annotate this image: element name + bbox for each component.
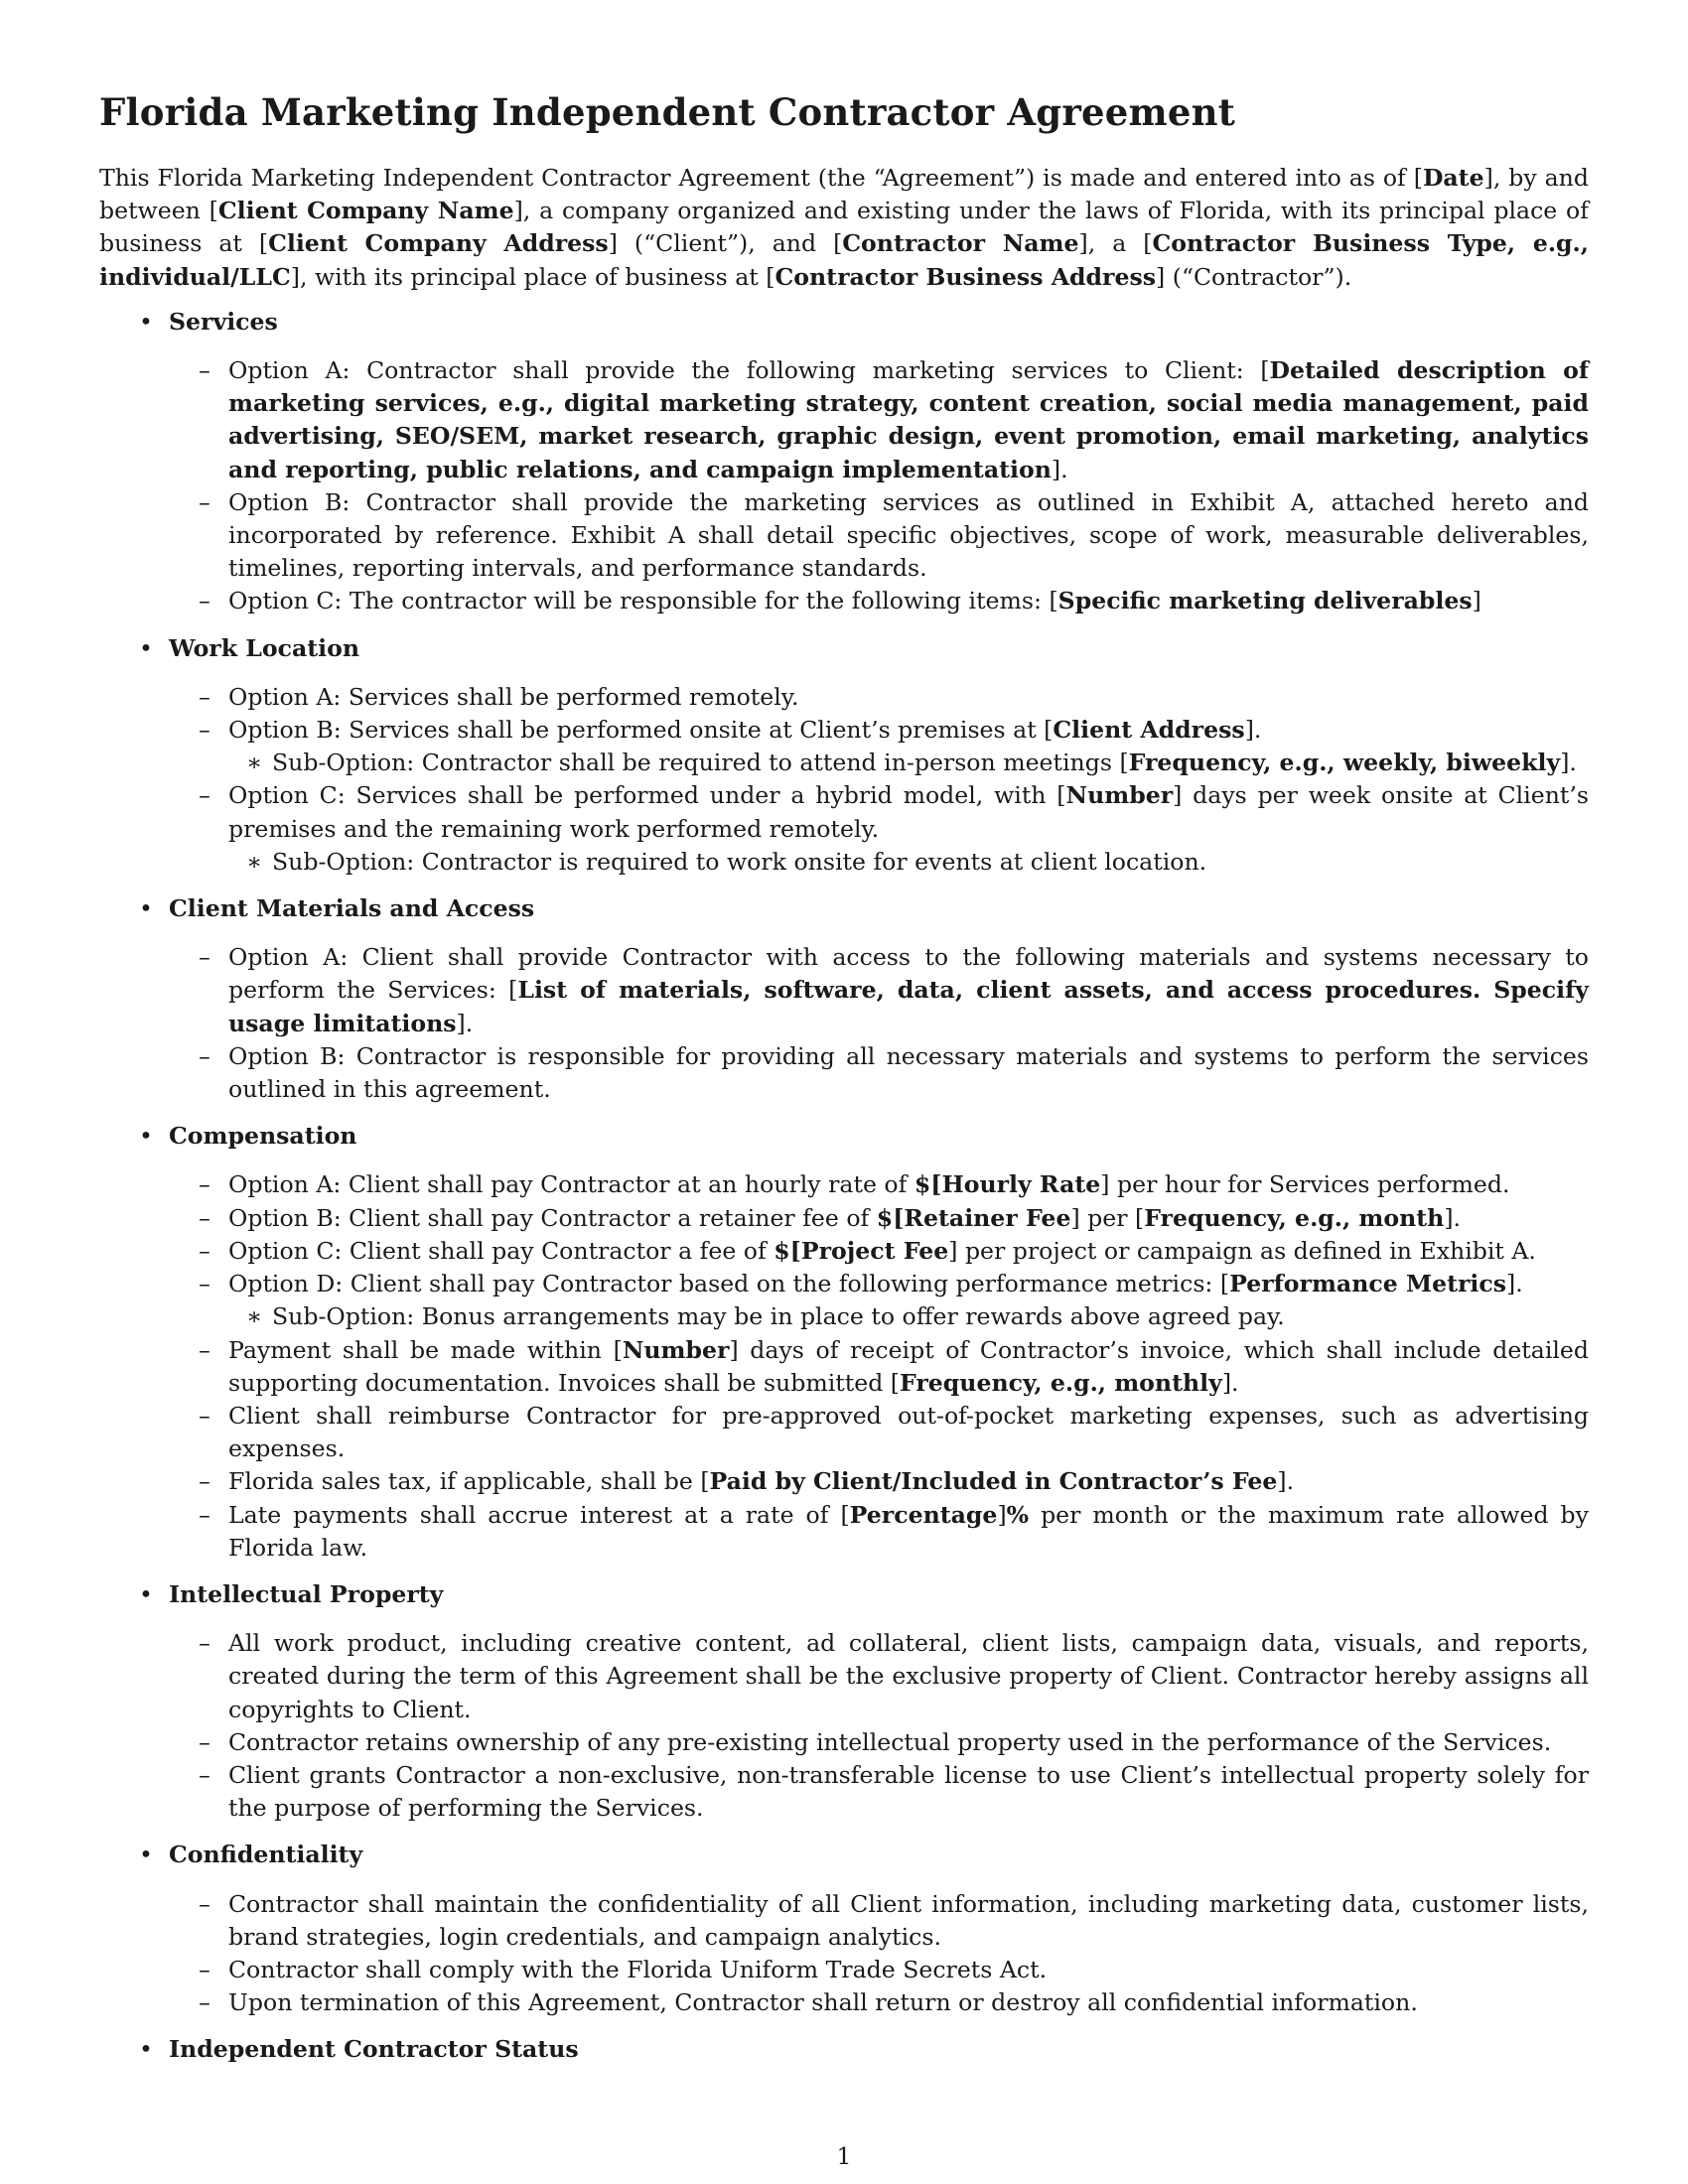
- dash-marker: –: [199, 1760, 211, 1789]
- bullet-marker: •: [139, 2035, 153, 2064]
- sub-option-list: [228, 747, 1589, 779]
- text-run: Sub-Option: Bonus arrangements may be in place to offer rewards above agreed pay.: [272, 1302, 1285, 1331]
- text-run: Option A: Client shall pay Contractor at an hourly rate of: [228, 1170, 914, 1199]
- dash-marker: –: [199, 781, 211, 810]
- placeholder-field: Frequency, e.g., weekly, biweekly: [1128, 749, 1561, 777]
- text-run: Contractor retains ownership of any pre-existing intellectual property used in the performance of the Services.: [228, 1727, 1552, 1756]
- text-run: Option D: Client shall pay Contractor based on the following performance metrics: [: [228, 1270, 1230, 1298]
- text-run: Upon termination of this Agreement, Contractor shall return or destroy all confidential information.: [228, 1988, 1418, 2017]
- dash-marker: –: [199, 587, 211, 615]
- dash-marker: –: [199, 487, 211, 516]
- placeholder-field: Number: [1065, 781, 1174, 810]
- bullet-marker: •: [139, 1122, 153, 1151]
- document-title: Florida Marketing Independent Contractor Agreement: [99, 90, 1235, 134]
- section-list: [99, 306, 1589, 2067]
- option-list: [169, 1168, 1589, 1564]
- placeholder-field: Contractor Business Address: [774, 262, 1157, 291]
- dash-marker: –: [199, 1467, 211, 1496]
- text-run: Contractor shall maintain the confidentiality of all Client information, including marketing data, customer lists, brand strategies, login credentials, and campaign analytics.: [228, 1889, 1589, 1951]
- text-run: Option B: Contractor is responsible for providing all necessary materials and systems to perform the services outlined in this agreement.: [228, 1041, 1589, 1104]
- text-run: ].: [1560, 749, 1577, 777]
- placeholder-field: Hourly Rate: [941, 1170, 1101, 1199]
- text-run: Option C: Services shall be performed under a hybrid model, with [: [228, 781, 1066, 810]
- dash-marker: –: [199, 1629, 211, 1658]
- text-run: ].: [1221, 1368, 1239, 1397]
- text-run: Sub-Option: Contractor shall be required to attend in-person meetings [: [272, 749, 1129, 777]
- placeholder-field: Contractor Name: [842, 229, 1079, 258]
- placeholder-field: Percentage: [849, 1500, 998, 1529]
- star-marker: ∗: [246, 847, 263, 876]
- placeholder-field: $[: [774, 1236, 801, 1265]
- option-item: [169, 1040, 1589, 1106]
- text-run: ].: [1277, 1467, 1295, 1496]
- text-run: Option C: The contractor will be responsible for the following items: [: [228, 587, 1058, 615]
- option-item: [169, 1400, 1589, 1465]
- option-item: [169, 1235, 1589, 1268]
- placeholder-field: $[: [876, 1203, 905, 1232]
- text-run: Payment shall be made within [: [228, 1335, 623, 1364]
- option-item: [169, 1499, 1589, 1565]
- option-item: [169, 1202, 1589, 1235]
- text-run: ]: [1472, 587, 1481, 615]
- text-run: ], a [: [1078, 229, 1153, 258]
- dash-marker: –: [199, 1236, 211, 1265]
- option-item: [169, 1334, 1589, 1400]
- option-item: [169, 1986, 1589, 2019]
- section-work-location: [99, 632, 1589, 879]
- option-item: [169, 1954, 1589, 1986]
- section-title: Services: [169, 307, 278, 336]
- option-list: [169, 681, 1589, 879]
- text-run: ]: [997, 1500, 1007, 1529]
- option-item: [169, 1888, 1589, 1954]
- text-run: Option B: Client shall pay Contractor a retainer fee of: [228, 1203, 877, 1232]
- placeholder-field: Retainer Fee: [904, 1203, 1071, 1232]
- text-run: ], a company organized and existing under the laws of Florida, with its principal place of business at [: [99, 197, 1589, 258]
- dash-marker: –: [199, 1041, 211, 1070]
- placeholder-field: Contractor Business Type, e.g., individual/LLC: [99, 229, 1589, 291]
- dash-marker: –: [199, 1889, 211, 1918]
- dash-marker: –: [199, 1203, 211, 1232]
- section-confidentiality: [99, 1839, 1589, 2019]
- placeholder-field: %: [1006, 1500, 1030, 1529]
- text-run: ].: [1051, 455, 1068, 483]
- text-run: Option A: Services shall be performed remotely.: [228, 682, 799, 711]
- option-item: [169, 585, 1589, 617]
- text-run: Client shall reimburse Contractor for pre-approved out-of-pocket marketing expenses, such as advertising expenses.: [228, 1401, 1589, 1463]
- bullet-marker: •: [139, 1841, 153, 1869]
- sub-option-item: [220, 1300, 1589, 1333]
- star-marker: ∗: [246, 749, 263, 777]
- option-item: [169, 1168, 1589, 1201]
- text-run: Option B: Contractor shall provide the marketing services as outlined in Exhibit A, attached hereto and incorporated by reference. Exhibit A shall detail specific objectives, scope of work, measurable deliverables, timelines, reporting intervals, and performance standards.: [228, 487, 1589, 583]
- placeholder-field: Date: [1422, 164, 1484, 192]
- placeholder-field: Client Address: [1053, 716, 1245, 745]
- text-run: This Florida Marketing Independent Contractor Agreement (the “Agreement”) is made and entered into as of [: [99, 164, 1423, 192]
- text-run: ] per hour for Services performed.: [1100, 1170, 1510, 1199]
- text-run: All work product, including creative content, ad collateral, client lists, campaign data, visuals, and reports, created during the term of this Agreement shall be the exclusive property of Client. Contractor hereby assigns all copyrights to Client.: [228, 1629, 1589, 1723]
- placeholder-field: Client Company Address: [268, 229, 609, 258]
- text-run: ].: [1506, 1270, 1523, 1298]
- dash-marker: –: [199, 1401, 211, 1430]
- text-run: ].: [456, 1009, 474, 1037]
- bullet-marker: •: [139, 1579, 153, 1608]
- text-run: Option A: Contractor shall provide the following marketing services to Client: [: [228, 356, 1270, 385]
- text-run: Sub-Option: Contractor is required to work onsite for events at client location.: [272, 847, 1207, 876]
- placeholder-field: Client Company Name: [217, 197, 514, 225]
- section-independent-contractor-status: [99, 2033, 1589, 2066]
- option-item: [169, 1726, 1589, 1759]
- text-run: ] days of receipt of Contractor’s invoice, which shall include detailed supporting documentation. Invoices shall be submitted [: [228, 1335, 1589, 1397]
- option-item: [169, 1268, 1589, 1333]
- page-number: 1: [836, 2142, 852, 2170]
- section-title: Independent Contractor Status: [169, 2035, 579, 2064]
- option-list: [169, 354, 1589, 618]
- placeholder-field: $[: [914, 1170, 942, 1199]
- dash-marker: –: [199, 682, 211, 711]
- dash-marker: –: [199, 943, 211, 972]
- text-run: Late payments shall accrue interest at a rate of [: [228, 1500, 850, 1529]
- dash-marker: –: [199, 716, 211, 745]
- sub-option-item: [220, 747, 1589, 779]
- placeholder-field: Paid by Client/Included in Contractor’s Fee: [709, 1467, 1278, 1496]
- option-item: [169, 681, 1589, 714]
- section-title: Intellectual Property: [169, 1579, 444, 1608]
- dash-marker: –: [199, 1955, 211, 1983]
- text-run: Contractor shall comply with the Florida Uniform Trade Secrets Act.: [228, 1955, 1048, 1983]
- text-run: ], by and between [: [99, 164, 1589, 225]
- section-intellectual-property: [99, 1578, 1589, 1825]
- option-item: [169, 941, 1589, 1040]
- text-run: per month or the maximum rate allowed by Florida law.: [228, 1500, 1589, 1562]
- text-run: Option C: Client shall pay Contractor a fee of: [228, 1236, 774, 1265]
- text-run: ].: [1244, 716, 1262, 745]
- dash-marker: –: [199, 1988, 211, 2017]
- text-run: ] (“Client”), and [: [608, 229, 843, 258]
- section-compensation: [99, 1120, 1589, 1565]
- placeholder-field: Project Fee: [800, 1236, 949, 1265]
- text-run: ] per project or campaign as defined in Exhibit A.: [948, 1236, 1536, 1265]
- sub-option-list: [228, 1300, 1589, 1333]
- option-item: [169, 714, 1589, 779]
- section-title: Work Location: [169, 633, 360, 662]
- option-item: [169, 1627, 1589, 1726]
- bullet-marker: •: [139, 894, 153, 923]
- option-list: [169, 1627, 1589, 1825]
- dash-marker: –: [199, 356, 211, 385]
- dash-marker: –: [199, 1335, 211, 1364]
- dash-marker: –: [199, 1270, 211, 1298]
- option-item: [169, 486, 1589, 586]
- placeholder-field: Frequency, e.g., month: [1144, 1203, 1445, 1232]
- dash-marker: –: [199, 1500, 211, 1529]
- option-item: [169, 354, 1589, 486]
- section-services: [99, 306, 1589, 618]
- text-run: Client grants Contractor a non-exclusive, non-transferable license to use Client’s intellectual property solely for the purpose of performing the Services.: [228, 1760, 1589, 1823]
- placeholder-field: Specific marketing deliverables: [1057, 587, 1473, 615]
- sub-option-item: [220, 846, 1589, 879]
- placeholder-field: Number: [622, 1335, 730, 1364]
- section-title: Confidentiality: [169, 1841, 363, 1869]
- star-marker: ∗: [246, 1302, 263, 1331]
- text-run: ] (“Contractor”).: [1156, 262, 1352, 291]
- placeholder-field: List of materials, software, data, client assets, and access procedures. Specify usage limitations: [228, 976, 1589, 1037]
- bullet-marker: •: [139, 307, 153, 336]
- text-run: ].: [1444, 1203, 1462, 1232]
- option-list: [169, 1888, 1589, 2020]
- text-run: Florida sales tax, if applicable, shall be [: [228, 1467, 710, 1496]
- text-run: ] per [: [1070, 1203, 1145, 1232]
- document-page: [99, 89, 1589, 2083]
- text-run: ] days per week onsite at Client’s premises and the remaining work performed remotely.: [228, 781, 1589, 843]
- option-item: [169, 1759, 1589, 1825]
- dash-marker: –: [199, 1170, 211, 1199]
- intro-paragraph: [99, 162, 1589, 294]
- placeholder-field: Performance Metrics: [1229, 1270, 1507, 1298]
- dash-marker: –: [199, 1727, 211, 1756]
- section-title: Client Materials and Access: [169, 894, 535, 923]
- placeholder-field: Detailed description of marketing services, e.g., digital marketing strategy, content creation, social media management, paid advertising, SEO/SEM, market research, graphic design, event promotion, email marketing, analytics and reporting, public relations, and campaign implementation: [228, 356, 1589, 483]
- bullet-marker: •: [139, 633, 153, 662]
- option-item: [169, 1465, 1589, 1498]
- sub-option-list: [228, 846, 1589, 879]
- placeholder-field: Frequency, e.g., monthly: [900, 1368, 1222, 1397]
- section-title: Compensation: [169, 1122, 357, 1151]
- section-client-materials-and-access: [99, 892, 1589, 1106]
- option-list: [169, 941, 1589, 1106]
- option-item: [169, 779, 1589, 879]
- text-run: Option B: Services shall be performed onsite at Client’s premises at [: [228, 716, 1054, 745]
- text-run: ], with its principal place of business at [: [290, 262, 775, 291]
- text-run: Option A: Client shall provide Contractor with access to the following materials and systems necessary to perform the Services: [: [228, 943, 1589, 1005]
